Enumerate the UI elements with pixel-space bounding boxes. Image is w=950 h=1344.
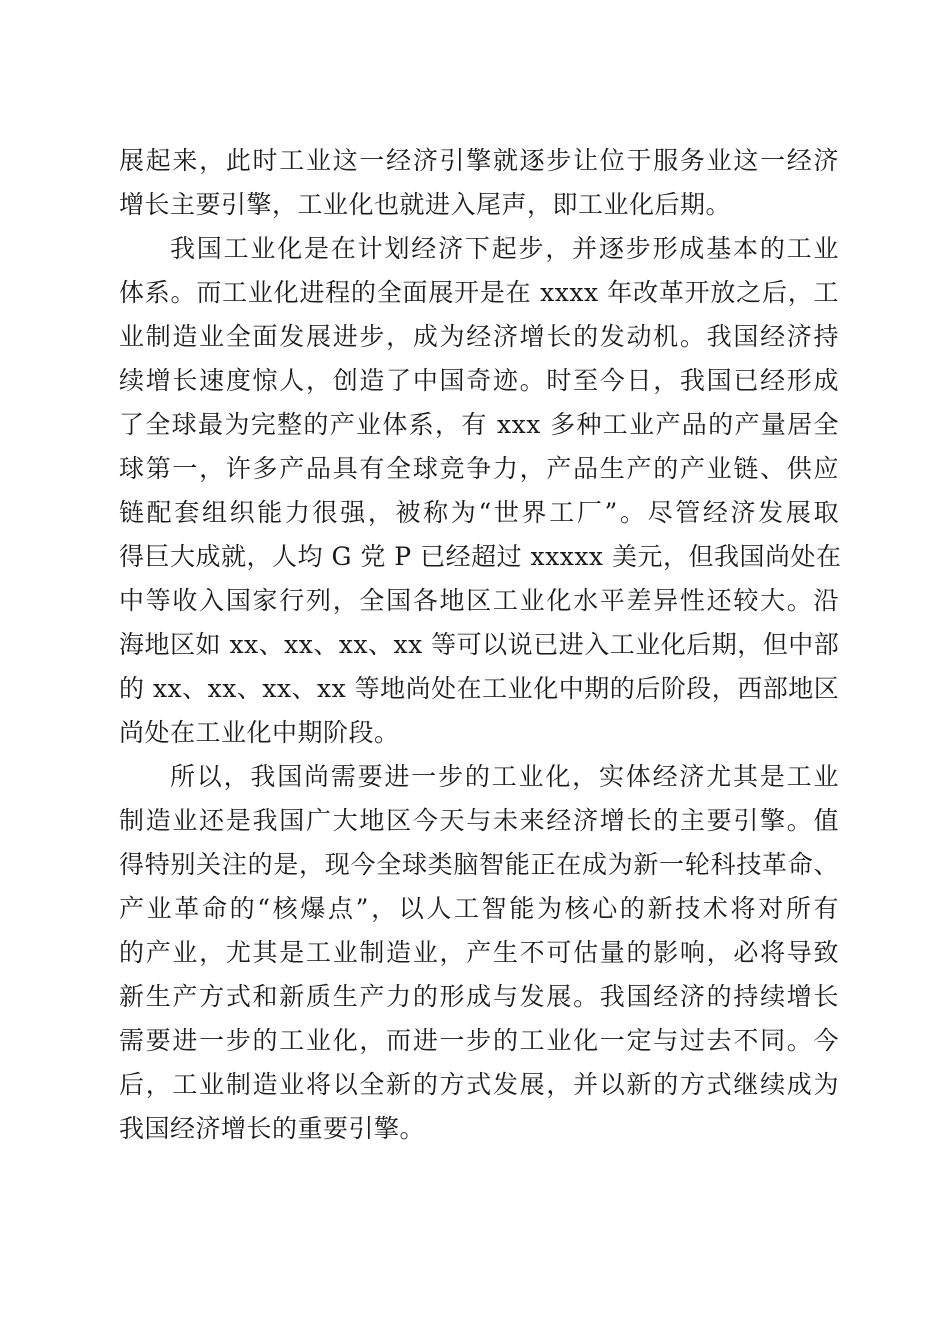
- paragraph-3-first-line: 所以，我国尚需要进一步的工业化，实体经济尤其是工业: [170, 762, 839, 791]
- text-line-14: 尚处在工业化中期阶段。: [119, 718, 400, 747]
- text-line-6: 续增长速度惊人，创造了中国奇迹。时至今日，我国已经形成: [119, 366, 839, 395]
- text-line-19: 的产业，尤其是工业制造业，产生不可估量的影响，必将导致: [119, 938, 839, 967]
- text-line-12: 海地区如 xx、xx、xx、xx 等可以说已进入工业化后期，但中部: [119, 630, 840, 659]
- text-line-10: 得巨大成就，人均 G 党 P 已经超过 xxxxx 美元，但我国尚处在: [119, 542, 842, 571]
- text-line-1: 展起来，此时工业这一经济引擎就逐步让位于服务业这一经济: [119, 146, 839, 175]
- text-line-21: 需要进一步的工业化，而进一步的工业化一定与过去不同。今: [119, 1026, 839, 1055]
- text-line-22: 后，工业制造业将以全新的方式发展，并以新的方式继续成为: [119, 1070, 839, 1099]
- text-line-11: 中等收入国家行列，全国各地区工业化水平差异性还较大。沿: [119, 586, 839, 615]
- text-line-2: 增长主要引擎，工业化也就进入尾声，即工业化后期。: [119, 190, 732, 219]
- text-line-23: 我国经济增长的重要引擎。: [119, 1114, 426, 1143]
- text-line-16: 制造业还是我国广大地区今天与未来经济增长的主要引擎。值: [119, 806, 839, 835]
- text-line-9: 链配套组织能力很强，被称为“世界工厂”。尽管经济发展取: [119, 498, 839, 527]
- text-line-17: 得特别关注的是，现今全球类脑智能正在成为新一轮科技革命、: [119, 850, 839, 879]
- text-line-13: 的 xx、xx、xx、xx 等地尚处在工业化中期的后阶段，西部地区: [119, 674, 840, 703]
- text-line-5: 业制造业全面发展进步，成为经济增长的发动机。我国经济持: [119, 322, 839, 351]
- text-line-7: 了全球最为完整的产业体系，有 xxx 多种工业产品的产量居全: [119, 410, 839, 439]
- text-line-8: 球第一，许多产品具有全球竞争力，产品生产的产业链、供应: [119, 454, 839, 483]
- text-line-20: 新生产方式和新质生产力的形成与发展。我国经济的持续增长: [119, 982, 839, 1011]
- paragraph-2-first-line: 我国工业化是在计划经济下起步，并逐步形成基本的工业: [170, 234, 839, 263]
- text-line-4: 体系。而工业化进程的全面展开是在 xxxx 年改革开放之后，工: [119, 278, 839, 307]
- text-line-18: 产业革命的“核爆点”，以人工智能为核心的新技术将对所有: [119, 894, 839, 923]
